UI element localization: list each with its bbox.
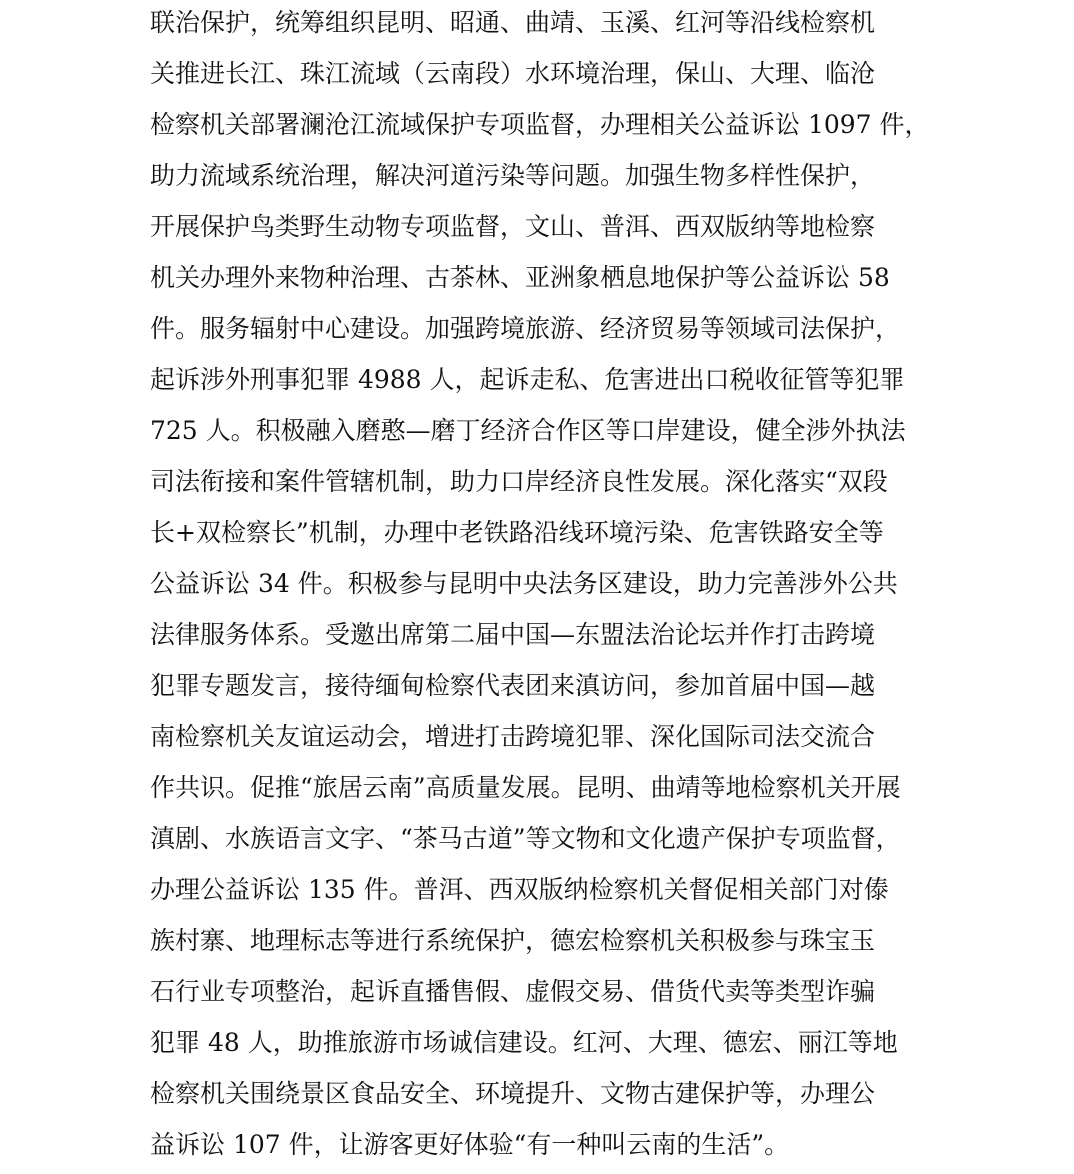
text-line: 益诉讼 107 件，让游客更好体验“有一种叫云南的生活”。 [150, 1130, 790, 1159]
text-line: 办理公益诉讼 135 件。普洱、西双版纳检察机关督促相关部门对傣 [150, 875, 889, 904]
text-line: 725 人。积极融入磨憨—磨丁经济合作区等口岸建设，健全涉外执法 [150, 416, 906, 445]
document-page [150, 0, 950, 1174]
text-line: 开展保护鸟类野生动物专项监督，文山、普洱、西双版纳等地检察 [150, 212, 876, 241]
text-line: 助力流域系统治理，解决河道污染等问题。加强生物多样性保护， [150, 161, 876, 190]
text-line: 检察机关部署澜沧江流域保护专项监督，办理相关公益诉讼 1097 件， [150, 110, 930, 139]
text-line: 长+双检察长”机制，办理中老铁路沿线环境污染、危害铁路安全等 [150, 518, 884, 547]
text-line: 滇剧、水族语言文字、“茶马古道”等文物和文化遗产保护专项监督， [150, 824, 901, 853]
text-line: 犯罪 48 人，助推旅游市场诚信建设。红河、大理、德宏、丽江等地 [150, 1028, 898, 1057]
text-line: 公益诉讼 34 件。积极参与昆明中央法务区建设，助力完善涉外公共 [150, 569, 898, 598]
text-line: 石行业专项整治，起诉直播售假、虚假交易、借货代卖等类型诈骗 [150, 977, 876, 1006]
text-line: 法律服务体系。受邀出席第二届中国—东盟法治论坛并作打击跨境 [150, 620, 876, 649]
text-line: 犯罪专题发言，接待缅甸检察代表团来滇访问，参加首届中国—越 [150, 671, 876, 700]
text-line: 检察机关围绕景区食品安全、环境提升、文物古建保护等，办理公 [150, 1079, 876, 1108]
text-line: 起诉涉外刑事犯罪 4988 人，起诉走私、危害进出口税收征管等犯罪 [150, 365, 905, 394]
text-line: 件。服务辐射中心建设。加强跨境旅游、经济贸易等领域司法保护， [150, 314, 901, 343]
text-line: 联治保护，统筹组织昆明、昭通、曲靖、玉溪、红河等沿线检察机 [150, 8, 876, 37]
text-line: 作共识。促推“旅居云南”高质量发展。昆明、曲靖等地检察机关开展 [150, 773, 901, 802]
text-line: 机关办理外来物种治理、古茶林、亚洲象栖息地保护等公益诉讼 58 [150, 263, 890, 292]
text-line: 南检察机关友谊运动会，增进打击跨境犯罪、深化国际司法交流合 [150, 722, 876, 751]
text-line: 关推进长江、珠江流域（云南段）水环境治理，保山、大理、临沧 [150, 59, 876, 88]
text-line: 司法衔接和案件管辖机制，助力口岸经济良性发展。深化落实“双段 [150, 467, 888, 496]
text-line: 族村寨、地理标志等进行系统保护，德宏检察机关积极参与珠宝玉 [150, 926, 876, 955]
